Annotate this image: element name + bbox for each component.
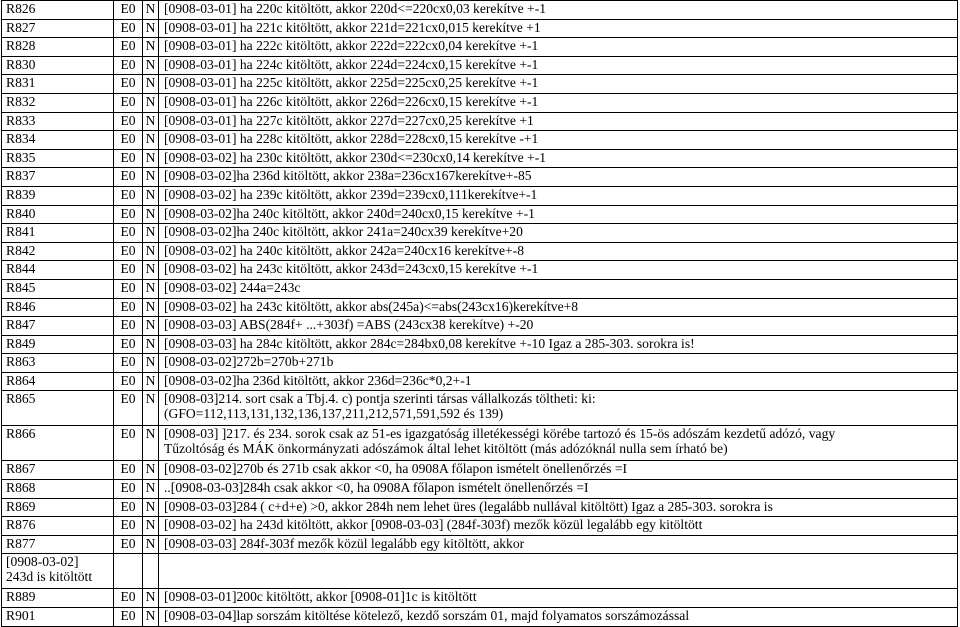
level-code: E0 — [114, 205, 143, 224]
type-code: N — [143, 391, 159, 426]
rule-id: R866 — [2, 426, 114, 461]
rule-id: R837 — [2, 168, 114, 187]
type-code: N — [143, 354, 159, 373]
table-row — [2, 149, 958, 168]
type-code: N — [143, 149, 159, 168]
rule-id: R845 — [2, 279, 114, 298]
table-row — [2, 372, 958, 391]
level-code: E0 — [114, 298, 143, 317]
rule-id: R839 — [2, 186, 114, 205]
type-code: N — [143, 461, 159, 480]
level-code: E0 — [114, 517, 143, 536]
rule-id: R846 — [2, 298, 114, 317]
type-code: N — [143, 335, 159, 354]
rule-description: [0908-03-02]ha 236d kitöltött, akkor 238a=236cx167kerekítve+-85 — [159, 168, 958, 187]
table-row — [2, 335, 958, 354]
rule-id: R889 — [2, 589, 114, 608]
continuation-line: [0908-03-02] — [6, 554, 79, 570]
table-row — [2, 517, 958, 536]
table-row — [2, 391, 958, 426]
table-row — [2, 261, 958, 280]
rule-id: R840 — [2, 205, 114, 224]
rule-description: [0908-03-01] ha 221c kitöltött, akkor 221d=221cx0,015 kerekítve +1 — [159, 19, 958, 38]
level-code: E0 — [114, 56, 143, 75]
table-row — [2, 205, 958, 224]
level-code: E0 — [114, 480, 143, 499]
type-code: N — [143, 75, 159, 94]
type-code: N — [143, 205, 159, 224]
type-code: N — [143, 517, 159, 536]
rule-description: [0908-03-02] ha 243c kitöltött, akkor 243d=243cx0,15 kerekítve +-1 — [159, 261, 958, 280]
rule-description: [0908-03-02] ha 243c kitöltött, akkor abs(245a)<=abs(243cx16)kerekítve+8 — [159, 298, 958, 317]
table-row — [2, 480, 958, 499]
table-row — [2, 242, 958, 261]
description-line: (GFO=112,113,131,132,136,137,211,212,571,591,592 és 139) — [164, 406, 504, 422]
continuation-cell — [2, 554, 114, 589]
rule-id: R876 — [2, 517, 114, 536]
rule-id: R868 — [2, 480, 114, 499]
rule-id: R834 — [2, 131, 114, 150]
type-code: N — [143, 317, 159, 336]
table-row — [2, 608, 958, 627]
rule-description: [0908-03-01] ha 222c kitöltött, akkor 222d=222cx0,04 kerekítve +-1 — [159, 38, 958, 57]
table-row — [2, 56, 958, 75]
rule-description: [0908-03-01]200c kitöltött, akkor [0908-01]1c is kitöltött — [159, 589, 958, 608]
rule-id: R833 — [2, 112, 114, 131]
type-code: N — [143, 298, 159, 317]
type-code: N — [143, 1, 159, 20]
table-row — [2, 131, 958, 150]
rule-description: [0908-03-02]272b=270b+271b — [159, 354, 958, 373]
type-code: N — [143, 535, 159, 554]
table-row — [2, 498, 958, 517]
type-code: N — [143, 589, 159, 608]
level-code: E0 — [114, 1, 143, 20]
empty-cell — [114, 554, 143, 589]
rule-id: R865 — [2, 391, 114, 426]
table-row — [2, 354, 958, 373]
rule-id: R828 — [2, 38, 114, 57]
table-row — [2, 589, 958, 608]
rule-description: [0908-03-03] ha 284c kitöltött, akkor 284c=284bx0,08 kerekítve +-10 Igaz a 285-303. sorokra is! — [159, 335, 958, 354]
level-code: E0 — [114, 131, 143, 150]
rule-id: R835 — [2, 149, 114, 168]
table-row — [2, 186, 958, 205]
level-code: E0 — [114, 498, 143, 517]
description-line: [0908-03] ]217. és 234. sorok csak az 51-es igazgatóság illetékességi körébe tartozó és 15-ös adószám kezdetű adózó, vagy — [164, 426, 836, 442]
table-row — [2, 426, 958, 461]
rule-description: [0908-03-01] ha 226c kitöltött, akkor 226d=226cx0,15 kerekítve +-1 — [159, 93, 958, 112]
rule-id: R841 — [2, 224, 114, 243]
type-code: N — [143, 131, 159, 150]
rule-id: R849 — [2, 335, 114, 354]
rule-description: [0908-03-01] ha 227c kitöltött, akkor 227d=227cx0,25 kerekítve +1 — [159, 112, 958, 131]
rule-id: R869 — [2, 498, 114, 517]
description-line: Tűzoltóság és MÁK önkormányzati adószámok által lehet kitöltött (más adózóknál nulla sem írható be) — [164, 441, 728, 457]
empty-cell — [143, 554, 159, 589]
continuation-line: 243d is kitöltött — [6, 569, 93, 585]
rule-id: R832 — [2, 93, 114, 112]
rule-description — [159, 426, 958, 461]
type-code: N — [143, 56, 159, 75]
rule-description: [0908-03-01] ha 225c kitöltött, akkor 225d=225cx0,25 kerekítve +-1 — [159, 75, 958, 94]
level-code: E0 — [114, 38, 143, 57]
level-code: E0 — [114, 354, 143, 373]
table-row — [2, 224, 958, 243]
rule-description: [0908-03-02] ha 243d kitöltött, akkor [0908-03-03] (284f-303f) mezők közül legalább egy kitöltött — [159, 517, 958, 536]
type-code: N — [143, 38, 159, 57]
rule-description: [0908-03-03] 284f-303f mezők közül legalább egy kitöltött, akkor — [159, 535, 958, 554]
rule-id: R830 — [2, 56, 114, 75]
level-code: E0 — [114, 242, 143, 261]
rule-description: [0908-03-04]lap sorszám kitöltése kötelező, kezdő sorszám 01, majd folyamatos sorszámozással — [159, 608, 958, 627]
rule-id: R827 — [2, 19, 114, 38]
rule-id: R842 — [2, 242, 114, 261]
table-row — [2, 38, 958, 57]
rule-description: [0908-03-03]284 ( c+d+e) >0, akkor 284h nem lehet üres (legalább nullával kitöltött) Igaz a 285-303. sorokra is — [159, 498, 958, 517]
level-code: E0 — [114, 608, 143, 627]
type-code: N — [143, 279, 159, 298]
rule-description: [0908-03-02] ha 239c kitöltött, akkor 239d=239cx0,111kerekítve+-1 — [159, 186, 958, 205]
level-code: E0 — [114, 426, 143, 461]
type-code: N — [143, 224, 159, 243]
rule-id: R844 — [2, 261, 114, 280]
type-code: N — [143, 186, 159, 205]
level-code: E0 — [114, 279, 143, 298]
type-code: N — [143, 168, 159, 187]
type-code: N — [143, 242, 159, 261]
level-code: E0 — [114, 535, 143, 554]
rule-id: R867 — [2, 461, 114, 480]
rule-description: [0908-03-02]ha 240c kitöltött, akkor 241a=240cx39 kerekítve+20 — [159, 224, 958, 243]
rule-description: [0908-03-01] ha 224c kitöltött, akkor 224d=224cx0,15 kerekítve +-1 — [159, 56, 958, 75]
validation-rules-table — [1, 0, 958, 627]
level-code: E0 — [114, 372, 143, 391]
table-row — [2, 75, 958, 94]
table-row — [2, 298, 958, 317]
table-row — [2, 93, 958, 112]
rule-id: R831 — [2, 75, 114, 94]
type-code: N — [143, 608, 159, 627]
level-code: E0 — [114, 391, 143, 426]
level-code: E0 — [114, 112, 143, 131]
rule-description: [0908-03-02]ha 236d kitöltött, akkor 236d=236c*0,2+-1 — [159, 372, 958, 391]
type-code: N — [143, 261, 159, 280]
table-row — [2, 461, 958, 480]
rule-description: [0908-03-02] 244a=243c — [159, 279, 958, 298]
rule-description: [0908-03-01] ha 220c kitöltött, akkor 220d<=220cx0,03 kerekítve +-1 — [159, 1, 958, 20]
level-code: E0 — [114, 19, 143, 38]
rule-description: [0908-03-02]ha 240c kitöltött, akkor 240d=240cx0,15 kerekítve +-1 — [159, 205, 958, 224]
level-code: E0 — [114, 93, 143, 112]
type-code: N — [143, 426, 159, 461]
rule-description: [0908-03-02]270b és 271b csak akkor <0, ha 0908A főlapon ismételt önellenőrzés =I — [159, 461, 958, 480]
level-code: E0 — [114, 224, 143, 243]
type-code: N — [143, 498, 159, 517]
rule-description — [159, 391, 958, 426]
level-code: E0 — [114, 168, 143, 187]
rule-id: R864 — [2, 372, 114, 391]
table-row — [2, 168, 958, 187]
description-line: [0908-03]214. sort csak a Tbj.4. c) pontja szerinti társas vállalkozás töltheti: ki: — [164, 391, 596, 407]
table-row — [2, 554, 958, 589]
table-row — [2, 535, 958, 554]
type-code: N — [143, 19, 159, 38]
type-code: N — [143, 112, 159, 131]
rule-id: R863 — [2, 354, 114, 373]
level-code: E0 — [114, 335, 143, 354]
rule-description: [0908-03-02] ha 240c kitöltött, akkor 242a=240cx16 kerekítve+-8 — [159, 242, 958, 261]
table-row — [2, 19, 958, 38]
level-code: E0 — [114, 317, 143, 336]
table-row — [2, 112, 958, 131]
rule-description: [0908-03-02] ha 230c kitöltött, akkor 230d<=230cx0,14 kerekítve +-1 — [159, 149, 958, 168]
table-row — [2, 279, 958, 298]
level-code: E0 — [114, 149, 143, 168]
level-code: E0 — [114, 261, 143, 280]
table-row — [2, 1, 958, 20]
rule-description: [0908-03-01] ha 228c kitöltött, akkor 228d=228cx0,15 kerekítve -+1 — [159, 131, 958, 150]
rule-description: ..[0908-03-03]284h csak akkor <0, ha 0908A főlapon ismételt önellenőrzés =I — [159, 480, 958, 499]
rule-id: R877 — [2, 535, 114, 554]
level-code: E0 — [114, 75, 143, 94]
rule-id: R901 — [2, 608, 114, 627]
rule-description: [0908-03-03] ABS(284f+ ...+303f) =ABS (243cx38 kerekítve) +-20 — [159, 317, 958, 336]
level-code: E0 — [114, 589, 143, 608]
rule-id: R826 — [2, 1, 114, 20]
type-code: N — [143, 93, 159, 112]
empty-cell — [159, 554, 958, 589]
rule-id: R847 — [2, 317, 114, 336]
type-code: N — [143, 480, 159, 499]
level-code: E0 — [114, 186, 143, 205]
table-row — [2, 317, 958, 336]
type-code: N — [143, 372, 159, 391]
level-code: E0 — [114, 461, 143, 480]
